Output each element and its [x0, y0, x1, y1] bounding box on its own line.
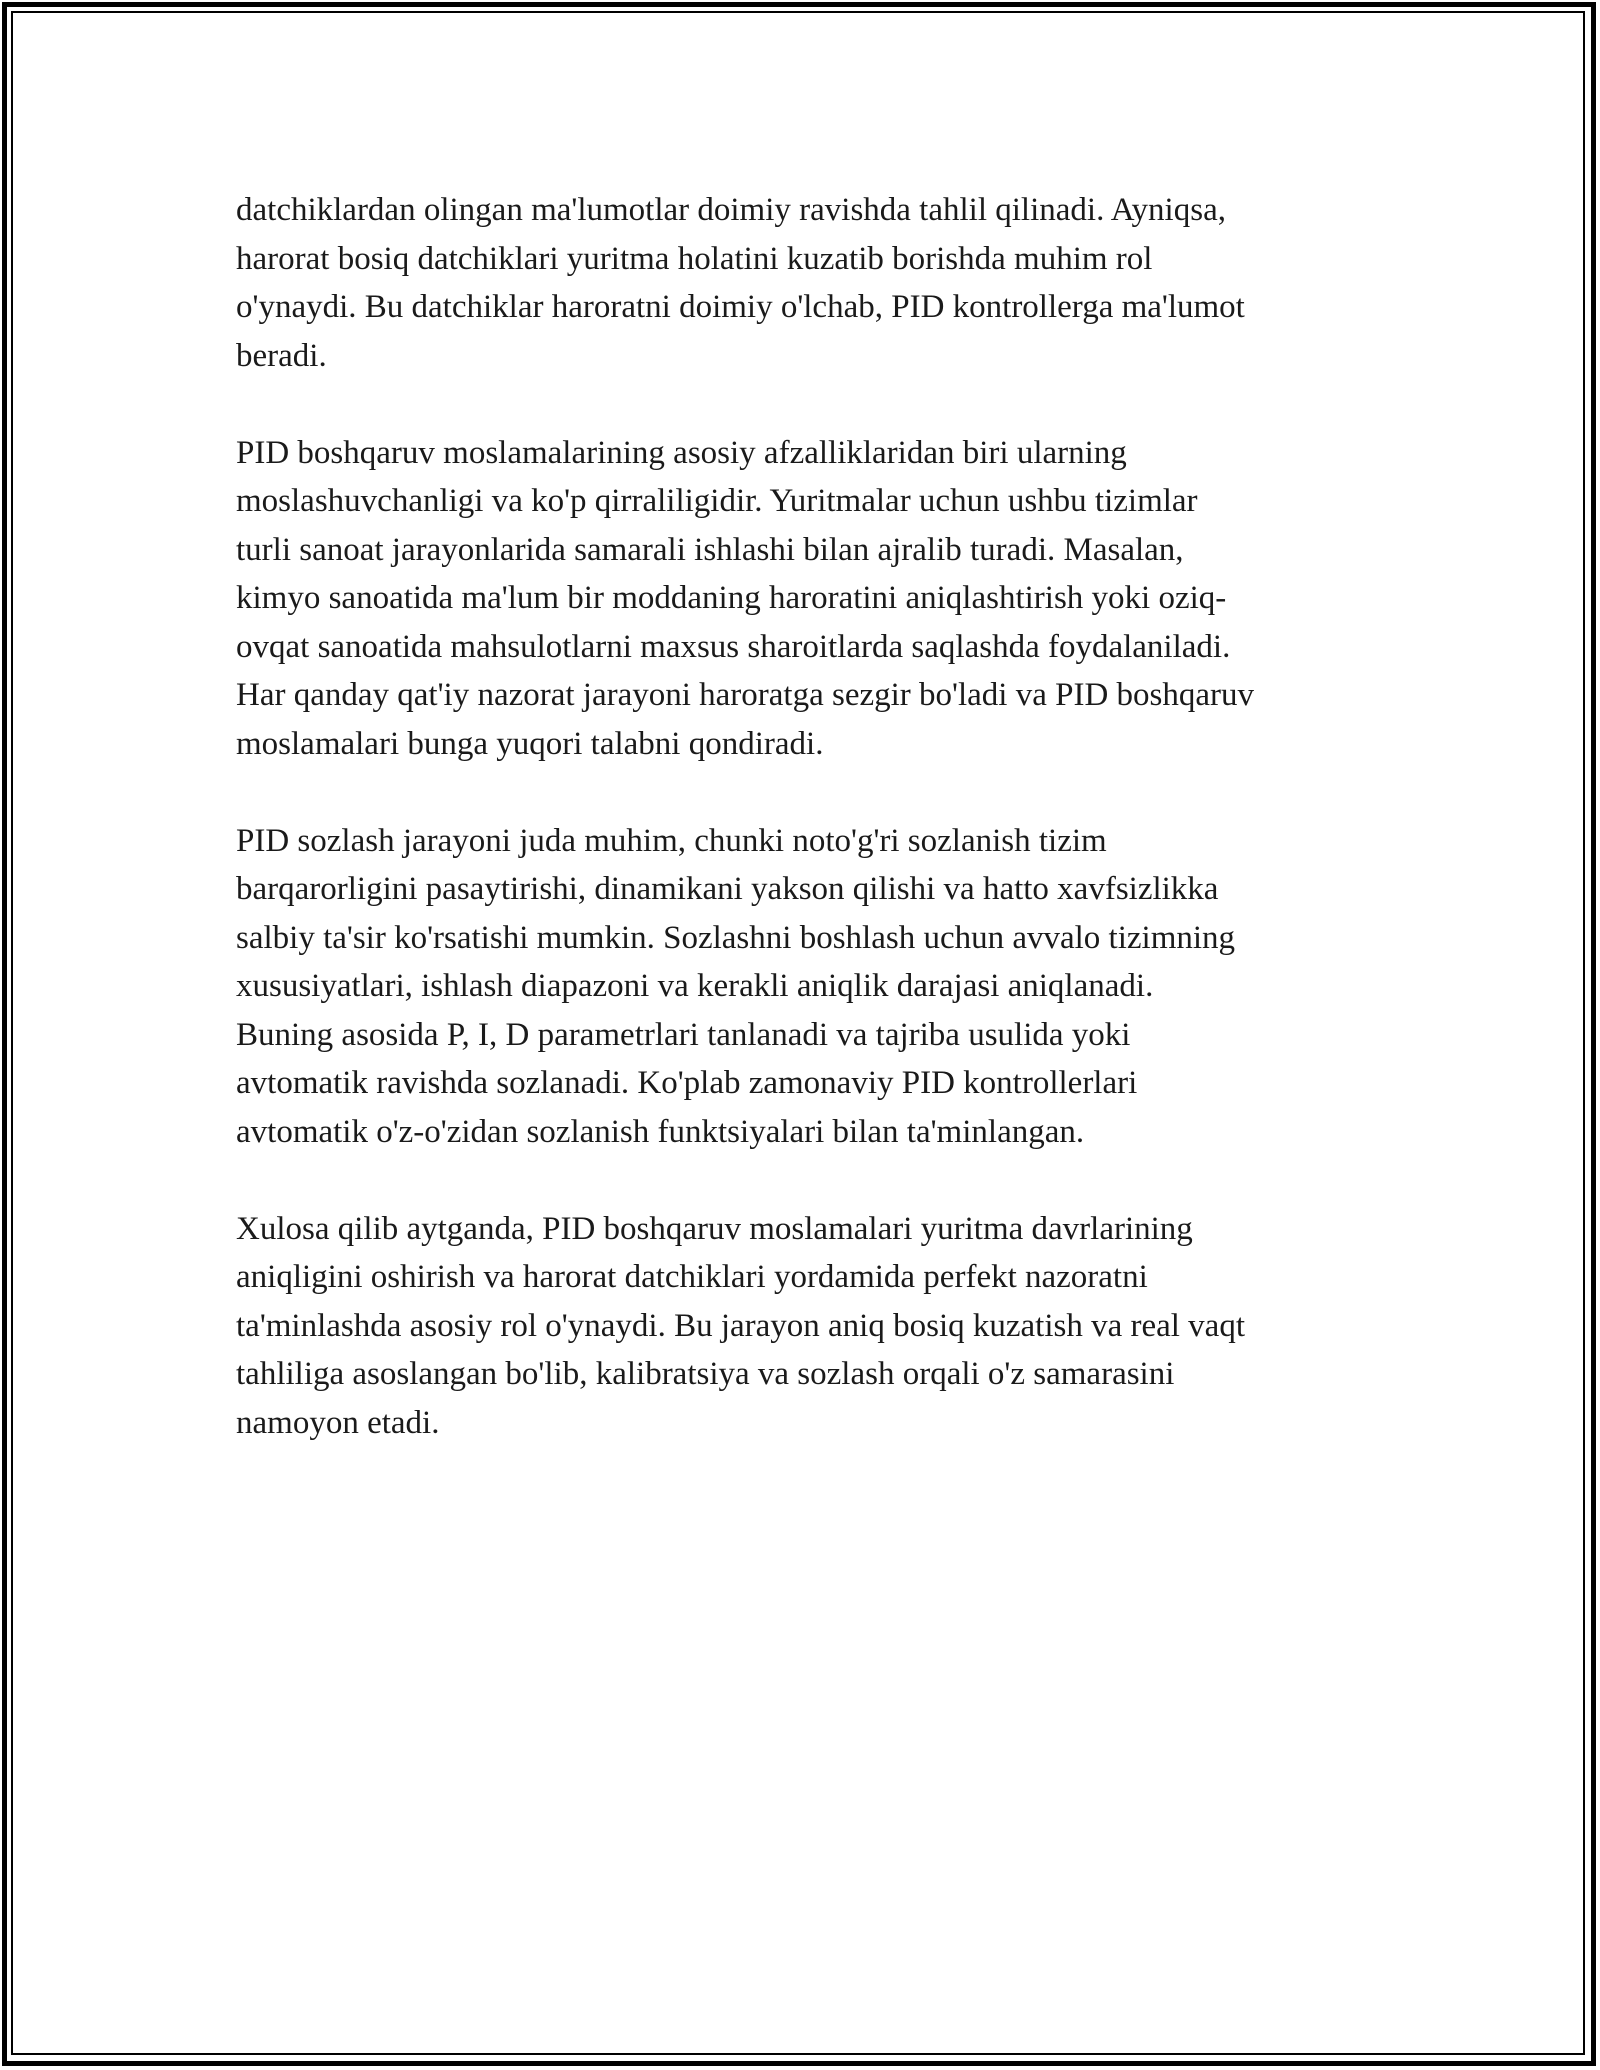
- document-body: [236, 186, 1376, 1447]
- paragraph-advantages: PID boshqaruv moslamalarining asosiy afzalliklaridan biri ularning moslashuvchanligi va ko'p qirraliligidir. Yuritmalar uchun ushbu tizimlar turli sanoat jarayonlarida samarali ishlashi bilan ajralib turadi. Masalan, kimyo sanoatida ma'lum bir moddaning haroratini aniqlashtirish yoki oziq- ovqat sanoatida mahsulotlarni maxsus sharoitlarda saqlashda foydalaniladi. Har qanday qat'iy nazorat jarayoni haroratga sezgir bo'ladi va PID boshqaruv moslamalari bunga yuqori talabni qondiradi.: [236, 434, 1255, 762]
- paragraph-sensors: datchiklardan olingan ma'lumotlar doimiy ravishda tahlil qilinadi. Ayniqsa, harorat bosiq datchiklari yuritma holatini kuzatib borishda muhim rol o'ynaydi. Bu datchiklar haroratni doimiy o'lchab, PID kontrollerga ma'lumot beradi.: [236, 192, 1245, 374]
- paragraph-tuning: PID sozlash jarayoni juda muhim, chunki noto'g'ri sozlanish tizim barqarorligini pasaytirishi, dinamikani yakson qilishi va hatto xavfsizlikka salbiy ta'sir ko'rsatishi mumkin. Sozlashni boshlash uchun avvalo tizimning xususiyatlari, ishlash diapazoni va kerakli aniqlik darajasi aniqlanadi. Buning asosida P, I, D parametrlari tanlanadi va tajriba usulida yoki avtomatik ravishda sozlanadi. Ko'plab zamonaviy PID kontrollerlari avtomatik o'z-o'zidan sozlanish funktsiyalari bilan ta'minlangan.: [236, 822, 1236, 1150]
- paragraph-conclusion: Xulosa qilib aytganda, PID boshqaruv moslamalari yuritma davrlarining aniqligini oshirish va harorat datchiklari yordamida perfekt nazoratni ta'minlashda asosiy rol o'ynaydi. Bu jarayon aniq bosiq kuzatish va real vaqt tahliliga asoslangan bo'lib, kalibratsiya va sozlash orqali o'z samarasini namoyon etadi.: [236, 1210, 1245, 1441]
